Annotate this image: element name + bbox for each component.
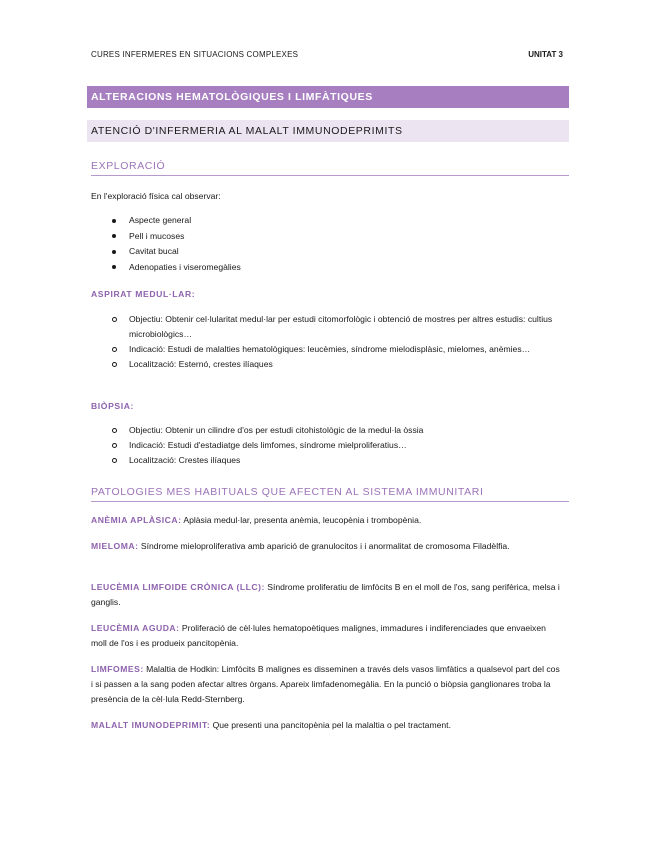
bullet-icon [112,265,116,269]
circle-bullet-icon [112,317,117,322]
list-item: Localització: Esternó, crestes ilíaques [112,357,557,372]
section-banner: ATENCIÓ D'INFERMERIA AL MALALT IMMUNODEPRIMITS [87,120,569,142]
list-item: Cavitat bucal [112,244,241,260]
biopsia-list [112,423,557,468]
pathology-term: ANÈMIA APLÀSICA: [91,515,182,525]
exploracio-list [112,213,241,275]
pathology-term: MALALT IMUNODEPRIMIT: [91,720,211,730]
list-item: Objectiu: Obtenir un cilindre d'os per estudi citohistològic de la medul·la òssia [112,423,557,438]
section-title-exploracio: EXPLORACIÓ [91,160,569,176]
pathology-entry [91,718,561,733]
pathology-term: LEUCÈMIA AGUDA: [91,623,180,633]
running-header-title: CURES INFERMERES EN SITUACIONS COMPLEXES [91,50,299,59]
list-item: Indicació: Estudi de malalties hematològiques: leucèmies, síndrome mielodisplàsic, mielomes, anèmies… [112,342,557,357]
bullet-icon [112,219,116,223]
pathology-term: MIELOMA: [91,541,139,551]
pathology-description: Aplàsia medul·lar, presenta anèmia, leucopènia i trombopènia. [181,515,422,525]
pathology-entry [91,580,561,610]
pathology-term: LEUCÈMIA LIMFOIDE CRÒNICA (LLC): [91,582,265,592]
exploracio-intro: En l'exploració física cal observar: [91,191,221,201]
subsection-title-biopsia: BIÒPSIA: [91,401,134,411]
running-header-unit: UNITAT 3 [528,50,563,59]
pathology-description: Síndrome mieloproliferativa amb aparició de granulocitos i i anormalitat de cromosoma Filadèlfia. [138,541,510,551]
pathology-term: LIMFOMES: [91,664,144,674]
pathology-description: Proliferació de cèl·lules hematopoètiques malignes, immadures i indiferenciades que envaeixen moll de l'os i es produeix pancitopènia. [91,623,546,648]
circle-bullet-icon [112,428,117,433]
section-title-patologies: PATOLOGIES MES HABITUALS QUE AFECTEN AL SISTEMA IMMUNITARI [91,486,569,502]
pathology-description: Malaltia de Hodkin: Limfòcits B malignes es disseminen a través dels vasos limfàtics a qualsevol part del cos i si passen a la sang poden afectar altres òrgans. Apareix limfadenomegàlia. En la punció o biòpsia ganglionares troba la presència de la cèl·lula Redd-Sternberg. [91,664,560,704]
pathology-entry [91,662,561,707]
bullet-icon [112,250,116,254]
pathology-description: Síndrome proliferatiu de limfòcits B en el moll de l'os, sang perifèrica, melsa i ganglis. [91,582,560,607]
circle-bullet-icon [112,347,117,352]
circle-bullet-icon [112,362,117,367]
list-item: Indicació: Estudi d'estadiatge dels limfomes, síndrome mielproliferatius… [112,438,557,453]
pathology-entry [91,621,561,651]
list-item: Adenopaties i viseromegàlies [112,260,241,276]
aspirat-list [112,312,557,372]
bullet-icon [112,234,116,238]
chapter-banner: ALTERACIONS HEMATOLÒGIQUES I LIMFÀTIQUES [87,86,569,108]
list-item: Aspecte general [112,213,241,229]
circle-bullet-icon [112,443,117,448]
list-item: Objectiu: Obtenir cel·lularitat medul·lar per estudi citomorfològic i obtenció de mostres per altres estudis: cultius microbiològics… [112,312,557,342]
pathology-entry [91,539,561,554]
subsection-title-aspirat: ASPIRAT MEDUL·LAR: [91,289,196,299]
list-item: Localització: Crestes ilíaques [112,453,557,468]
pathology-description: Que presenti una pancitopènia pel la malaltia o pel tractament. [210,720,451,730]
pathology-entry [91,513,561,528]
list-item: Pell i mucoses [112,229,241,245]
circle-bullet-icon [112,458,117,463]
